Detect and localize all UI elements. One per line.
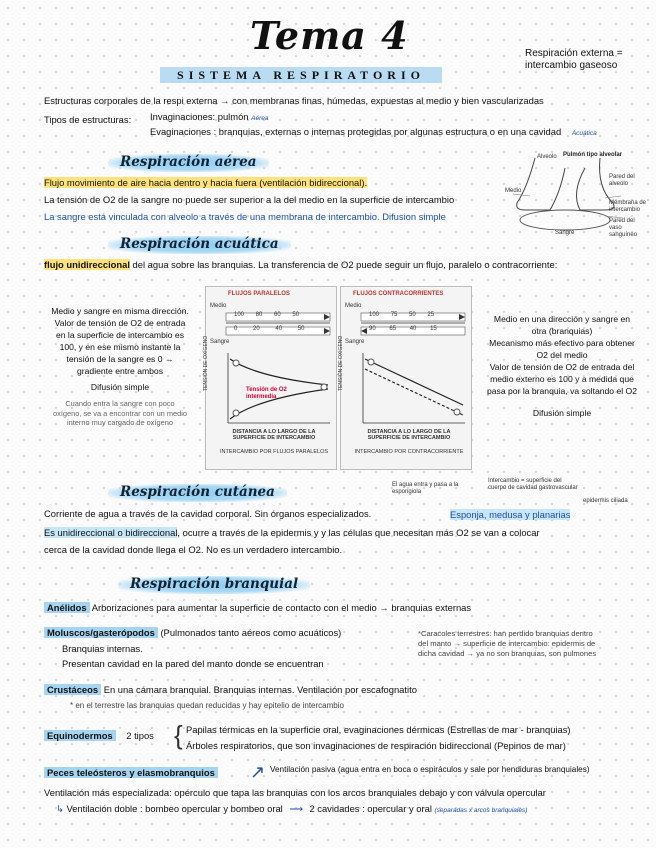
cutanea-note1: El agua entra y pasa a la espongiola — [392, 482, 459, 495]
medio-label: Medio — [345, 303, 362, 309]
diagram-caption: DISTANCIA A LO LARGO DE LA SUPERFICIE DE INTERCAMBIO — [232, 429, 316, 442]
contra-line: otra (branquias) — [531, 326, 593, 337]
peces-tag: Peces teleósteros y elasmobranquios — [44, 767, 218, 778]
paralelo-line: tensión de la sangre es 0 → — [66, 354, 174, 365]
diagram-contracorriente — [340, 286, 472, 470]
val: 40 — [409, 326, 417, 332]
cutanea-examples — [450, 510, 570, 521]
val: 40 — [275, 326, 283, 332]
diagram-title: FLUJOS PARALELOS — [228, 291, 290, 297]
section-heading-cutanea: Respiración cutánea — [108, 484, 287, 502]
val: 20 — [253, 326, 260, 332]
long-arrow-icon: ⟶ — [289, 803, 303, 814]
aerea-line1: Flujo movimiento de aire hacia dentro y hacia fuera (ventilación bidireccional). — [44, 177, 368, 188]
contra-line: pasa por la branquia, va soltando el O2 — [486, 386, 637, 397]
alveolus-label: Pulmón tipo alveolar — [563, 152, 623, 158]
val: 50 — [292, 312, 300, 318]
val: 100 — [369, 312, 380, 318]
contra-line: Valor de tensión de O2 de entrada del — [489, 362, 635, 373]
alveolus-label: Pared del alveolo — [609, 174, 635, 187]
y-axis-label: TENSIÓN DE OXÍGENO — [338, 335, 344, 391]
paralelo-line: 100, y en ese mismo instante la — [59, 342, 181, 353]
val: 15 — [430, 326, 437, 332]
equino-l1: Papilas térmicas en la superficie oral, evaginaciones dérmicas (Estrellas de mar - branquias) — [186, 724, 571, 735]
brace-icon: { — [174, 720, 183, 750]
cutanea-line2 — [44, 528, 644, 539]
val: 25 — [427, 312, 435, 318]
crustaceos-note: * en el terrestre las branquias quedan reducidas y hay epitelio de intercambio — [70, 701, 344, 710]
moluscos-l1: Branquias internas. — [62, 643, 143, 654]
crustaceos-tag: Crustáceos — [44, 684, 101, 695]
section-heading-aerea: Respiración aérea — [108, 154, 269, 172]
moluscos-note — [418, 629, 596, 659]
val: 100 — [234, 312, 245, 318]
peces-l1: Ventilación más especializada: opérculo que tapa las branquias con los arcos branquiales debajo y con válvula opercular — [44, 787, 546, 798]
alveolus-label: Alveolo — [537, 154, 557, 160]
cutanea-line3: cerca de la cavidad donde llega el O2. No es un verdadero intercambio. — [44, 544, 343, 555]
cutanea-note3: epidermis ciliada — [583, 498, 628, 504]
top-values — [234, 312, 299, 319]
moluscos-tag: Moluscos/gasterópodos — [44, 627, 158, 638]
moluscos-row — [44, 628, 341, 639]
contra-line: Medio en una dirección y sangre en — [493, 314, 631, 324]
evag-text: Evaginaciones : branquias, externas o internas protegidas por algunas estructura o en una cavidad — [150, 126, 562, 137]
contra-curve-svg — [341, 349, 471, 429]
alveolus-label: Medio — [505, 188, 522, 194]
section-heading-branquial: Respiración branquial — [118, 576, 310, 594]
contra-line: medio externo es 100 y a medida que — [490, 374, 634, 385]
side-note — [525, 48, 623, 71]
section-heading-acuatica: Respiración acuática — [108, 236, 291, 254]
diagram-paralelo — [205, 286, 337, 470]
sangre-label: Sangre — [345, 339, 365, 345]
contracorriente-text — [474, 313, 650, 419]
top-values — [369, 312, 434, 319]
bottom-values — [234, 326, 304, 333]
intro-line: Estructuras corporales de la respi externa → con membranas finas, húmedas, expuestas al medio y bien vascularizadas — [44, 95, 544, 106]
paralelo-line: Valor de tensión de O2 de entrada — [54, 318, 186, 329]
side-note-line: intercambio gaseoso — [525, 59, 618, 71]
contra-line: Difusión simple — [532, 408, 592, 419]
val: 65 — [389, 326, 397, 332]
moluscos-note-line: dicha cavidad → ya no son branquias, son pulmones — [418, 648, 597, 658]
paralelo-text — [40, 305, 200, 428]
paralelo-note — [40, 399, 200, 428]
tension-label: Tensión de O2 intermedia — [246, 387, 287, 400]
val: 50 — [297, 326, 305, 332]
alveolus-label: Pared del vaso sanguíneo — [609, 218, 638, 238]
acuatica-rest: del agua sobre las branquias. La transferencia de O2 puede seguir un flujo, paralelo o contracorriente: — [129, 259, 558, 270]
aerea-line2: La tensión de O2 de la sangre no puede ser superior a la del medio en la superficie de intercambio — [44, 194, 455, 205]
paralelo-line: Medio y sangre en misma dirección. — [51, 306, 189, 316]
diagram-title: FLUJOS CONTRACORRIENTES — [353, 291, 444, 297]
invag-text: Invaginaciones: pulmón — [150, 111, 249, 122]
arrow-icon: ↗ — [250, 762, 266, 782]
peces-pasiva: Ventilación pasiva (agua entra en boca o espiráculos y sale por hendiduras branquiales) — [270, 765, 590, 774]
cutanea-lead: Es unidireccional o bidireccional — [44, 527, 178, 538]
invag-note: Aérea — [251, 115, 269, 122]
anelidos-row — [44, 603, 644, 614]
sangre-label: Sangre — [210, 339, 230, 345]
anelidos-text: Arborizaciones para aumentar la superficie de contacto con el medio → branquias externas — [91, 602, 472, 613]
aerea-line — [44, 178, 504, 189]
paralelo-note-line: Cuando entra la sangre con poco — [65, 399, 175, 409]
aerea-line3: La sangre está vinculada con alveolo a través de una membrana de intercambio. Difusion simple — [44, 211, 446, 222]
val: 75 — [390, 312, 398, 318]
cutanea-examples-text: Esponja, medusa y planarias — [450, 509, 571, 520]
y-axis-label: TENSIÓN DE OXÍGENO — [203, 335, 209, 391]
page-title: Tema 4 — [250, 13, 409, 58]
medio-label: Medio — [210, 303, 227, 309]
paralelo-note-line: oxígeno, se va a encontrar con un medio — [53, 408, 187, 418]
paralelo-line: gradiente entre ambos — [77, 366, 163, 377]
evag-note: Acuática — [571, 130, 597, 137]
moluscos-text: (Pulmonados tanto aéreos como acuáticos) — [160, 627, 342, 638]
alveolus-figure — [505, 148, 645, 248]
peces-note: (separadas x arcos branquiales) — [434, 807, 528, 814]
moluscos-note-line: *Caracoles terrestres: han perdido branquias dentro — [418, 629, 593, 638]
types-label: Tipos de estructuras: — [44, 114, 132, 125]
paralelo-note-line: interno muy cargado de oxígeno — [66, 418, 173, 428]
page-subtitle: SISTEMA RESPIRATORIO — [160, 67, 442, 83]
acuatica-lead: flujo unidireccional — [44, 259, 130, 270]
contra-line: O2 del medio — [536, 350, 588, 361]
invag-line — [150, 112, 268, 123]
crustaceos-row — [44, 685, 417, 696]
val: 50 — [409, 312, 416, 318]
paralelo-line: Difusión simple — [90, 382, 150, 393]
peces-l2b: 2 cavidades : opercular y oral — [309, 803, 432, 814]
bottom-values — [369, 326, 437, 333]
peces-l2: Ventilación doble : bombeo opercular y bombeo oral — [66, 803, 283, 814]
return-arrow-icon: ↳ — [56, 803, 64, 814]
side-note-line: Respiración externa = — [525, 48, 623, 59]
peces-row — [44, 768, 218, 779]
diagram-caption: DISTANCIA A LO LARGO DE LA SUPERFICIE DE INTERCAMBIO — [367, 429, 451, 442]
contra-line: Mecanismo más efectivo para obtener — [489, 338, 635, 349]
paralelo-line: en la superficie de intercambio es — [55, 330, 185, 341]
anelidos-tag: Anélidos — [44, 602, 90, 613]
cutanea-line1: Corriente de agua a través de la cavidad corporal. Sin órganos especializados. — [44, 508, 372, 519]
equino-l2: Árboles respiratorios, que son invaginaciones de respiración bidireccional (Pepinos de mar) — [186, 740, 566, 751]
equino-tag: Equinodermos — [44, 730, 116, 741]
peces-l2-row — [56, 804, 527, 815]
diagram-sub: INTERCAMBIO POR CONTRACORRIENTE — [354, 449, 464, 455]
crustaceos-text: En una cámara branquial. Branquias internas. Ventilación por escafognatito — [103, 684, 417, 695]
cutanea-note2: Intercambio = superficie del cuerpo de cavidad gastrovascular — [488, 478, 578, 491]
evag-line — [150, 127, 640, 138]
equino-row — [44, 731, 154, 742]
cutanea-rest: , ocurre a través de la epidermis y y las células que necesitan más O2 se van a colocar — [177, 527, 540, 538]
val: 90 — [369, 326, 376, 332]
diagram-sub: INTERCAMBIO POR FLUJOS PARALELOS — [219, 449, 329, 455]
val: 0 — [234, 326, 238, 332]
val: 60 — [274, 312, 281, 318]
val: 80 — [255, 312, 263, 318]
moluscos-l2: Presentan cavidad en la pared del manto donde se encuentran — [62, 658, 324, 669]
moluscos-note-line: del manto → superficie de intercambio: epidermis de — [418, 638, 596, 648]
equino-tipos: 2 tipos — [126, 730, 154, 741]
alveolus-label: Membrana de intercambio — [609, 200, 647, 213]
alveolus-label: Sangre — [555, 230, 575, 236]
acuatica-line — [44, 260, 644, 271]
